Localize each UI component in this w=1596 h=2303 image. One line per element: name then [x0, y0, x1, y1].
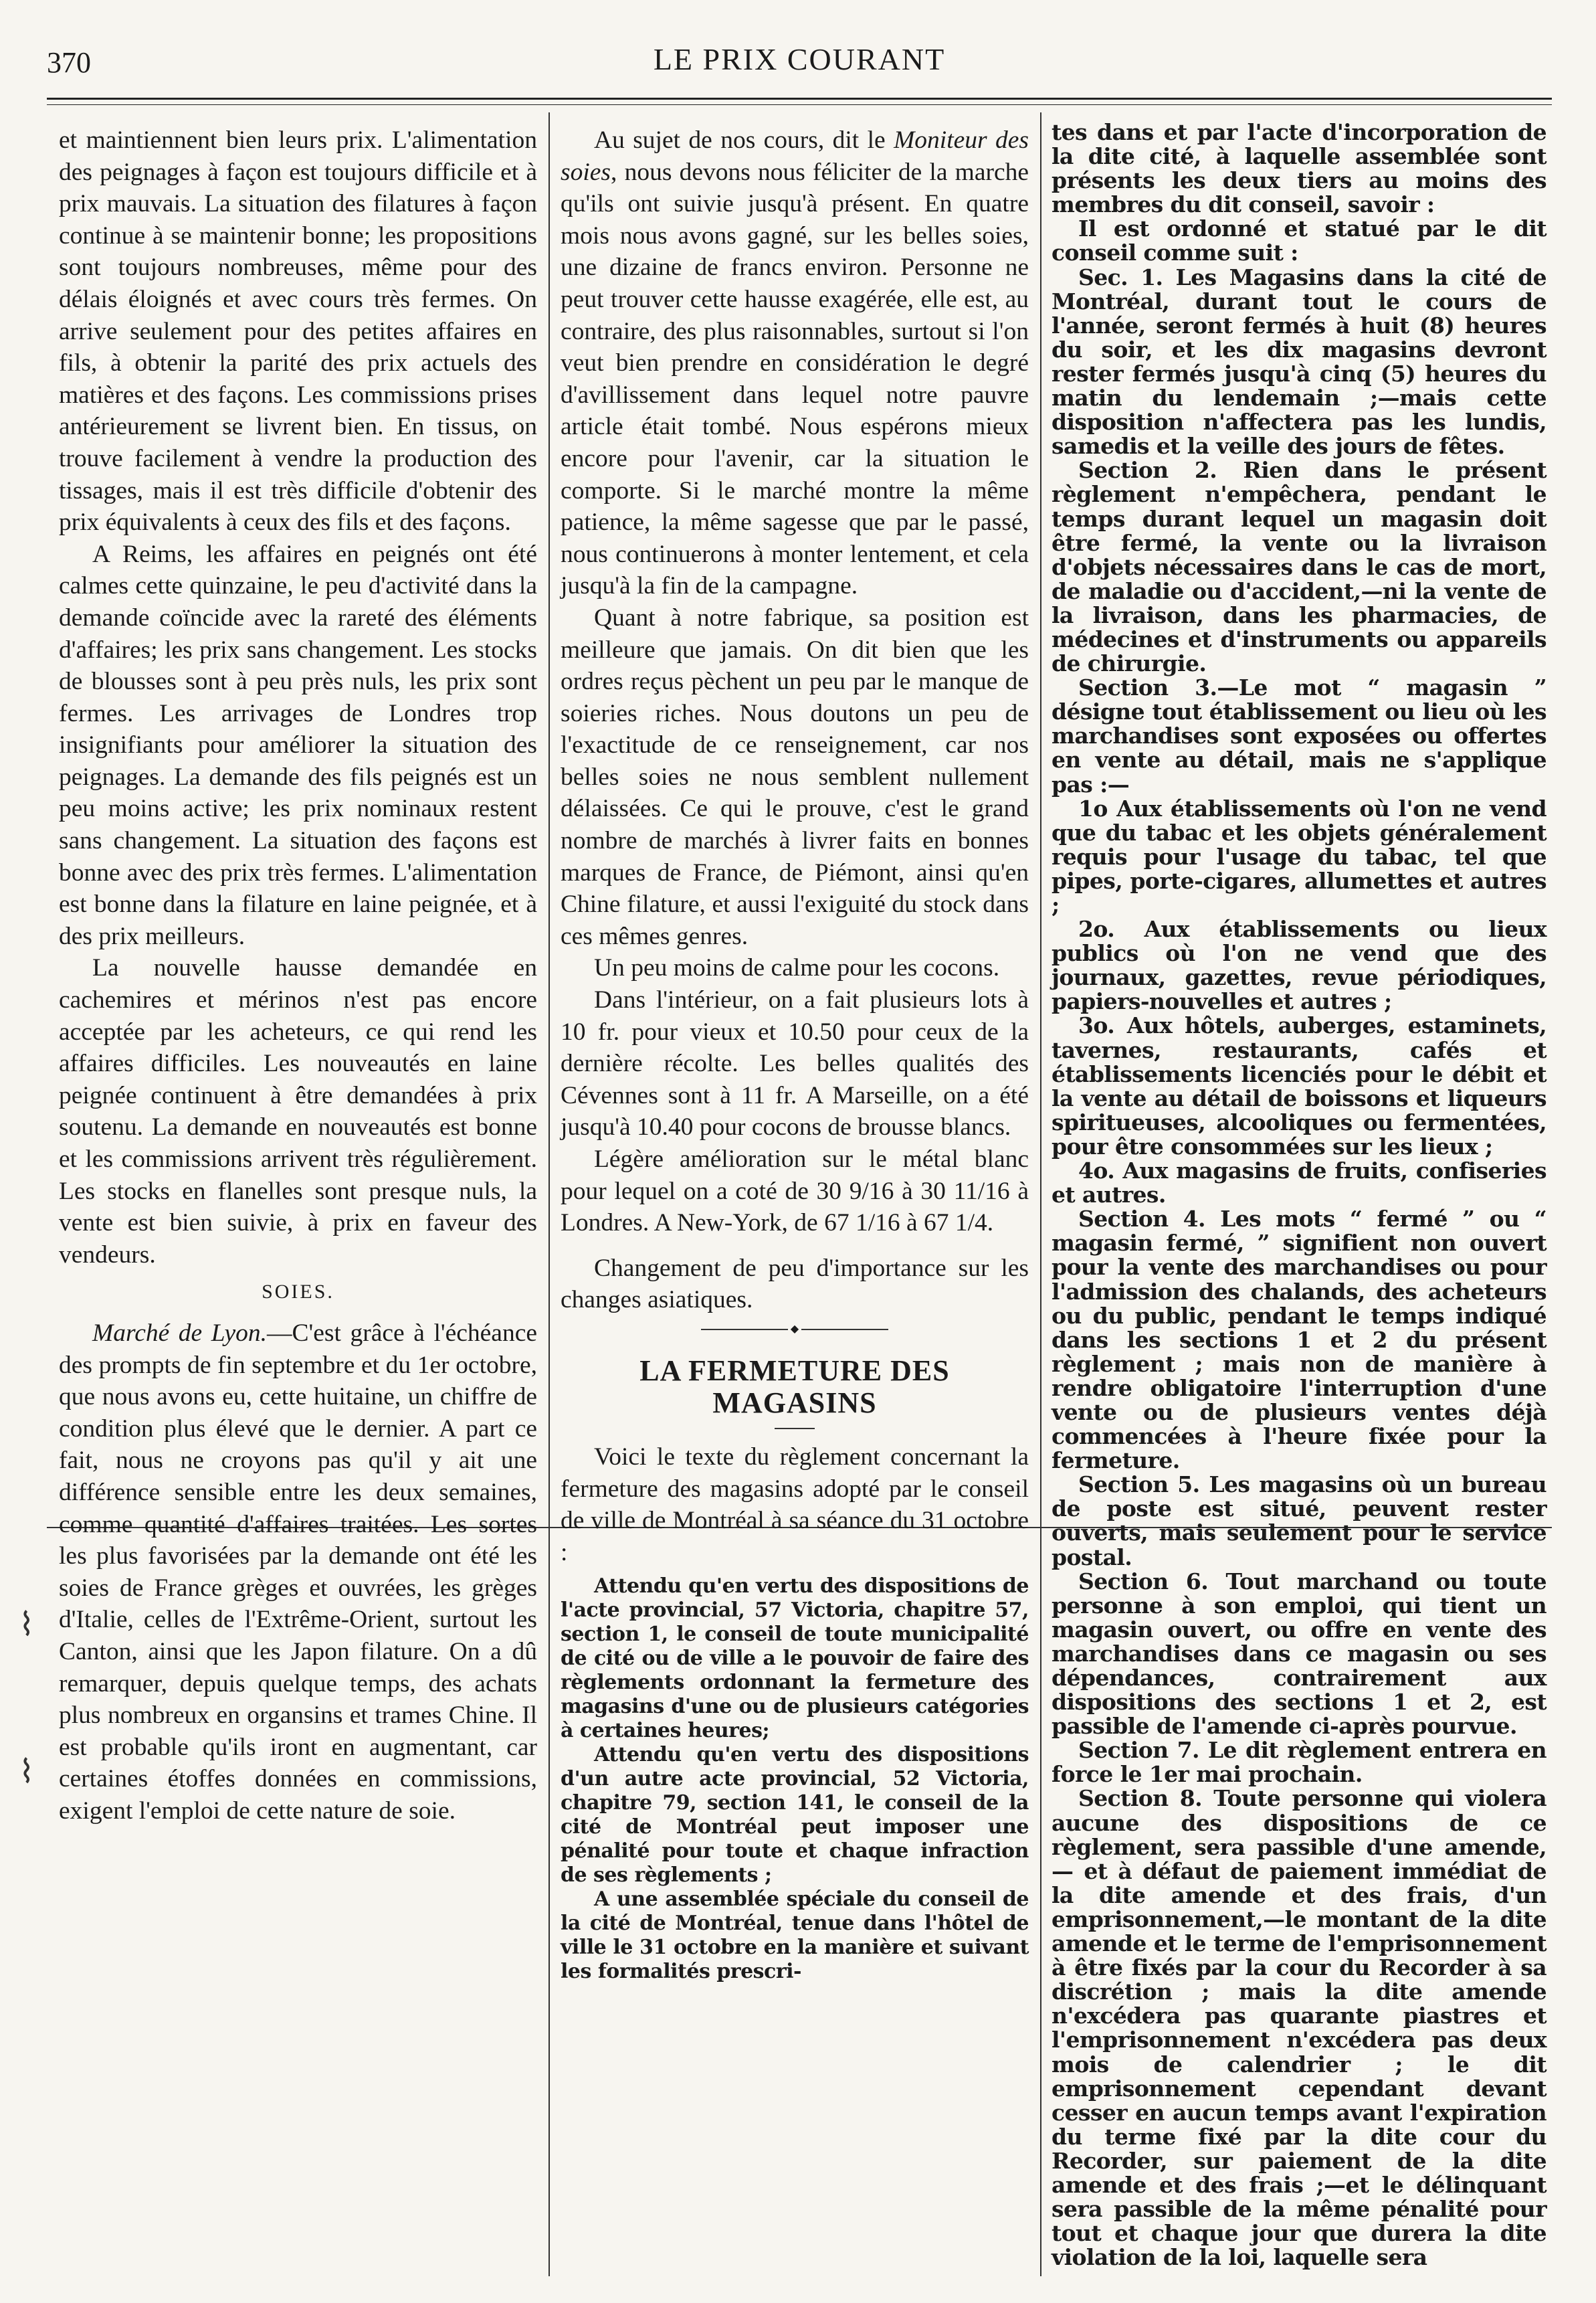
running-title: LE PRIX COURANT — [653, 42, 946, 76]
column-1 — [59, 124, 537, 1827]
section-paragraph: Section 2. Rien dans le présent règlement n'empêchera, pendant le temps durant lequel un magasin doit être fermé, la vente ou la livraison d'objets nécessaires dans le cas de mort, de maladie ou d'accident,—ni la vente de la livraison, dans les pharmacies, de médecines et d'instruments ou appareils de chirurgie. — [1052, 457, 1547, 677]
paragraph: tes dans et par l'acte d'incorporation de la dite cité, à laquelle assemblée sont présents les deux tiers au moins des membres du dit conseil, savoir : — [1052, 119, 1547, 218]
section-paragraph: Section 4. Les mots “ fermé ” ou “ magasin fermé, ” signifient non ouvert pour la vente des marchandises ou pour l'admission des chalands, des acheteurs ou du public, pendant le temps indiqué dans les sections 1 et 2 du présent règlement ; mais non de manière à rendre obligatoire l'interruption d'une vente ou de plusieurs ventes déjà commencées à l'heure fixée pour la fermeture. — [1052, 1206, 1547, 1474]
section-paragraph: Section 8. Toute personne qui violera aucune des dispositions de ce règlement, sera passible d'une amende, — et à défaut de paiement immédiat de la dite amende et des frais, d'un emprisonnement,—le montant de la dite amende et le terme de l'emprisonnement à être fixés par la cour du Recorder à sa discrétion ; mais la dite amende n'excédera pas quarante piastres et l'emprisonnement n'excédera pas deux mois de calendrier ; le dit emprisonnement cependant devant cesser en aucun temps avant l'expiration du terme fixé par la dite cour du Recorder, sur paiement de la dite amende et des frais ;—et le délinquant sera passible de la même pénalité pour tout et chaque jour que durera la dite violation de la loi, laquelle sera — [1052, 1785, 1547, 2271]
section-paragraph: 4o. Aux magasins de fruits, confiseries et autres. — [1052, 1158, 1547, 1208]
paragraph: Au sujet de nos cours, dit le Moniteur des soies, nous devons nous féliciter de la marche qu'ils ont suivie jusqu'à présent. En quatre mois nous avons gagné, sur les belles soies, une dizaine de francs environ. Personne ne peut trouver cette hausse exagérée, elle est, au contraire, des plus raisonnables, surtout si l'on veut bien prendre en considération le degré d'avillissement dans lequel notre pauvre article était tombé. Nous espérons mieux encore pour l'avenir, car la situation le comporte. Si le marché montre la même patience, la même sagesse que par le passé, nous continuerons à monter lentement, et cela jusqu'à la fin de la campagne. — [561, 126, 1029, 600]
soies-text: —C'est grâce à l'échéance des prompts de fin septembre et du 1er octobre, que nous avons eu, cette huitaine, un chiffre de condition plus élevé que le dernier. A part ce fait, nous ne croyons pas qu'il y ait une différence sensible entre les deux semaines, comme quantité d'affaires traitées. Les sortes les plus favorisées par la demande ont été les soies de France grèges et ouvrées, les grèges d'Italie, celles de l'Extrême-Orient, surtout les Canton, ainsi que les Japon filature. On a dû remarquer, depuis quelque temps, des achats plus nombreux en organsins et trames Chine. Il est probable qu'ils iront en augmentant, car certaines étoffes données en commissions, exigent l'emploi de cette nature de soie. — [59, 1319, 537, 1825]
paragraph: Changement de peu d'importance sur les changes asiatiques. — [561, 1254, 1029, 1314]
section-paragraph: Sec. 1. Les Magasins dans la cité de Montréal, durant tout le cours de l'année, seront fermés à huit (8) heures du soir, et les dix magasins devront rester fermés jusqu'à cinq (5) heures du matin du lendemain ;—mais cette disposition n'affectera pas les lundis, samedis et la veille des jours de fêtes. — [1052, 264, 1547, 460]
ornament-divider: ◆ — [561, 1316, 1029, 1343]
margin-squiggle-mark: ⌇ — [19, 1607, 35, 1643]
section-paragraph: 1o Aux établissements où l'on ne vend que du tabac et les objets généralement requis pour l'usage du tabac, tel que pipes, porte-cigares, allumettes et autres ; — [1052, 795, 1547, 918]
soies-lead: Marché de Lyon. — [92, 1319, 268, 1347]
article-intro: Voici le texte du règlement concernant la fermeture des magasins adopté par le conseil de ville de Montréal à sa séance du 31 octobre : — [561, 1443, 1029, 1566]
section-paragraph: Section 3.—Le mot “ magasin ” désigne tout établissement ou lieu où les marchandises sont exposées ou offertes en vente au détail, mais ne s'applique pas :— — [1052, 674, 1547, 798]
section-title-soies: SOIES. — [262, 1281, 334, 1303]
column-2 — [561, 124, 1029, 1984]
paragraph: Quant à notre fabrique, sa position est meilleure que jamais. On dit bien que les ordres reçus pèchent un peu par le manque de soieries riches. Nous doutons un peu de l'exactitude de ce renseignement, car nos belles soies ne nous semblent nullement délaissées. Ce qui le prouve, c'est le grand nombre de marchés à livrer faits en bonnes marques de France, de Piémont, ainsi qu'en Chine filature, et aussi l'exiguité du stock dans ces mêmes genres. — [561, 604, 1029, 950]
paragraph: Légère amélioration sur le métal blanc pour lequel on a coté de 30 9/16 à 30 11/16 à Londres. A New-York, de 67 1/16 à 67 1/4. — [561, 1145, 1029, 1237]
section-paragraph: 3o. Aux hôtels, auberges, estaminets, tavernes, restaurants, cafés et établissements licenciés pour le débit et la vente au détail de boissons et liqueurs spiritueuses, alcooliques ou fermentées, pour être consommées sur les lieux ; — [1052, 1012, 1547, 1160]
paragraph: A Reims, les affaires en peignés ont été calmes cette quinzaine, le peu d'activité dans la demande coïncide avec la rareté des éléments d'affaires; les prix sans changement. Les stocks de blousses sont à peu près nuls, les prix sont fermes. Les arrivages de Londres trop insignifiants pour améliorer la situation des peignages. La demande des fils peignés est un peu moins active; les prix nominaux restent sans changement. La situation des façons est bonne avec des prix très fermes. L'alimentation est bonne dans la filature en laine peignée, et à des prix meilleurs. — [59, 540, 537, 950]
paragraph: La nouvelle hausse demandée en cachemires et mérinos n'est pas encore acceptée par les acheteurs, ce qui rend les affaires difficiles. Les nouveautés en laine peignée continuent à être demandées à prix soutenu. La demande en nouveautés est bonne et les commissions arrivent très régulièrement. Les stocks en flanelles sont presque nuls, la vente est bien suivie, à prix en faveur des vendeurs. — [59, 954, 537, 1269]
column-3 — [1052, 120, 1547, 2270]
section-paragraph: 2o. Aux établissements ou lieux publics où l'on ne vend que des journaux, gazettes, revue périodiques, papiers-nouvelles et autres ; — [1052, 916, 1547, 1015]
article-headline: LA FERMETURE DES MAGASINS — [639, 1354, 950, 1419]
paragraph: Un peu moins de calme pour les cocons. — [594, 954, 1000, 982]
header-rule — [47, 98, 1552, 100]
paragraph: et maintiennent bien leurs prix. L'alimentation des peignages à façon est toujours difficile et à prix mauvais. La situation des filatures à façon continue à se maintenir bonne; les propositions sont toujours nombreuses, même pour des délais éloignés et avec cours très fermes. On arrive seulement pour des petites affaires en fils, à obtenir la parité des prix actuels des matières et des façons. Les commissions prises antérieurement se livrent bien. En tissus, on trouve facilement à vendre la production des tissages, mais il est très difficile d'obtenir des prix équivalents à ceux des fils et des façons. — [59, 126, 537, 537]
attendu-paragraph: Attendu qu'en vertu des dispositions de l'acte provincial, 57 Victoria, chapitre 57, section 1, le conseil de toute municipalité de cité ou de ville a le pouvoir de faire des règlements ordonnant la fermeture des magasins d'une ou de plusieurs catégories à certaines heures; — [561, 1574, 1029, 1742]
paragraph: Dans l'intérieur, on a fait plusieurs lots à 10 fr. pour vieux et 10.50 pour ceux de la dernière récolte. Les belles qualités des Cévennes sont à 11 fr. A Marseille, on a été jusqu'à 10.40 pour cocons de brousse blancs. — [561, 986, 1029, 1141]
margin-squiggle-mark: ⌇ — [19, 1754, 35, 1790]
section-paragraph: Section 7. Le dit règlement entrera en force le 1er mai prochain. — [1052, 1737, 1547, 1788]
section-paragraph: Section 5. Les magasins où un bureau de poste est situé, peuvent rester ouverts, mais seulement pour le service postal. — [1052, 1471, 1547, 1570]
attendu-paragraph: A une assemblée spéciale du conseil de la cité de Montréal, tenue dans l'hôtel de ville le 31 octobre en la manière et suivant les formalités prescri- — [561, 1887, 1029, 1983]
short-rule — [561, 1421, 1029, 1429]
column-divider — [1040, 112, 1041, 2276]
paragraph-soies — [59, 1317, 537, 1827]
section-paragraph: Section 6. Tout marchand ou toute personne à son emploi, qui tient un magasin ouvert, ou offre en vente des marchandises dans ce magasin ou ses dépendances, contrairement aux dispositions des sections 1 et 2, est passible de l'amende ci-après pourvue. — [1052, 1568, 1547, 1740]
page-number: 370 — [47, 46, 91, 79]
attendu-paragraph: Attendu qu'en vertu des dispositions d'un autre acte provincial, 52 Victoria, chapitre 79, section 141, le conseil de la cité de Montréal peut imposer une pénalité pour toute et chaque infraction de ses règlements ; — [561, 1742, 1029, 1887]
paragraph: Il est ordonné et statué par le dit conseil comme suit : — [1052, 215, 1547, 266]
page-header — [47, 40, 1552, 94]
column-divider — [548, 112, 550, 2276]
header-rule-thin — [47, 104, 1552, 105]
